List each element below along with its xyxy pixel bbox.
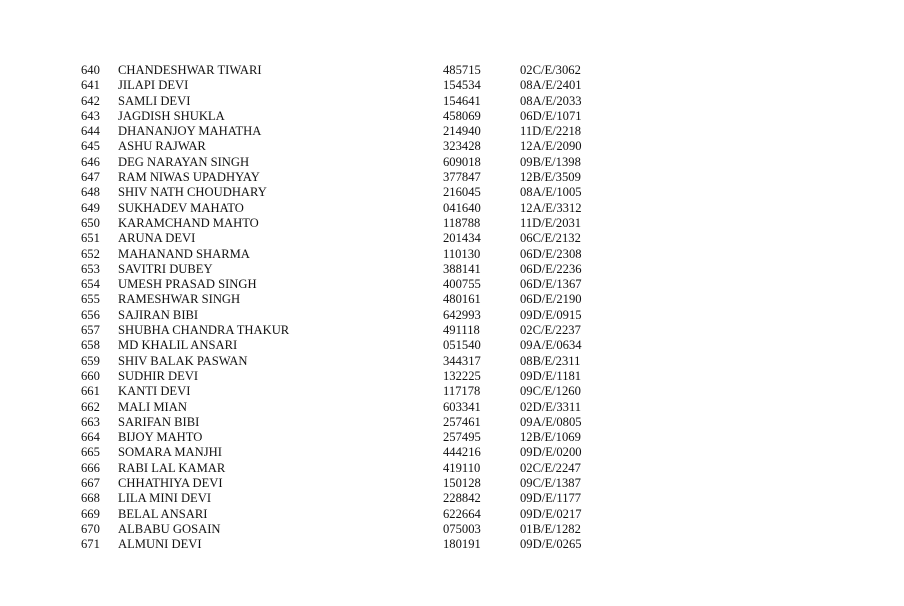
list-item — [0, 507, 904, 522]
list-item — [0, 78, 904, 93]
person-name: JILAPI DEVI — [118, 78, 189, 93]
serial-number: 669 — [81, 506, 100, 521]
person-name: CHHATHIYA DEVI — [118, 476, 223, 491]
reference-code: 08B/E/2311 — [520, 353, 581, 368]
serial-number: 671 — [81, 537, 100, 552]
person-name: SHIV BALAK PASWAN — [118, 353, 248, 368]
id-number: 150128 — [443, 476, 481, 491]
reference-code: 09A/E/0634 — [520, 338, 582, 353]
reference-code: 09D/E/0217 — [520, 506, 582, 521]
person-name: SAMLI DEVI — [118, 93, 191, 108]
id-number: 485715 — [443, 63, 481, 77]
reference-code: 12B/E/1069 — [520, 430, 581, 445]
id-number: 075003 — [443, 521, 481, 536]
person-name: SOMARA MANJHI — [118, 445, 222, 460]
id-number: 344317 — [443, 353, 481, 368]
serial-number: 657 — [81, 323, 100, 338]
person-name: SHUBHA CHANDRA THAKUR — [118, 323, 290, 338]
serial-number: 641 — [81, 78, 100, 93]
list-item — [0, 292, 904, 307]
serial-number: 651 — [81, 231, 100, 246]
list-item — [0, 277, 904, 292]
reference-code: 06D/E/2236 — [520, 261, 582, 276]
list-item — [0, 94, 904, 109]
reference-code: 09D/E/0265 — [520, 537, 582, 552]
list-item — [0, 170, 904, 185]
reference-code: 09C/E/1387 — [520, 476, 581, 491]
list-item — [0, 185, 904, 200]
person-name: KANTI DEVI — [118, 384, 191, 399]
id-number: 491118 — [443, 323, 480, 338]
reference-code: 09B/E/1398 — [520, 154, 581, 169]
serial-number: 652 — [81, 246, 100, 261]
id-number: 110130 — [443, 246, 481, 261]
reference-code: 12A/E/2090 — [520, 139, 582, 154]
list-item — [0, 400, 904, 415]
id-number: 117178 — [443, 384, 481, 399]
list-item — [0, 155, 904, 170]
reference-code: 09D/E/0915 — [520, 307, 582, 322]
list-item — [0, 323, 904, 338]
serial-number: 646 — [81, 154, 100, 169]
list-item — [0, 231, 904, 246]
reference-code: 06D/E/1071 — [520, 108, 582, 123]
serial-number: 658 — [81, 338, 100, 353]
id-number: 377847 — [443, 170, 481, 185]
id-number: 132225 — [443, 368, 481, 383]
id-number: 154641 — [443, 93, 481, 108]
list-item — [0, 491, 904, 506]
id-number: 216045 — [443, 185, 481, 200]
id-number: 180191 — [443, 537, 481, 552]
person-name: DEG NARAYAN SINGH — [118, 154, 250, 169]
reference-code: 09A/E/0805 — [520, 414, 582, 429]
serial-number: 659 — [81, 353, 100, 368]
id-number: 458069 — [443, 108, 481, 123]
serial-number: 667 — [81, 476, 100, 491]
serial-number: 640 — [81, 63, 100, 77]
id-number: 118788 — [443, 215, 481, 230]
person-name: MAHANAND SHARMA — [118, 246, 250, 261]
reference-code: 11D/E/2031 — [520, 215, 582, 230]
record-list — [0, 63, 904, 553]
reference-code: 02D/E/3311 — [520, 399, 582, 414]
person-name: JAGDISH SHUKLA — [118, 108, 225, 123]
person-name: ARUNA DEVI — [118, 231, 196, 246]
person-name: LILA MINI DEVI — [118, 491, 212, 506]
id-number: 051540 — [443, 338, 481, 353]
list-item — [0, 262, 904, 277]
reference-code: 06D/E/1367 — [520, 277, 582, 292]
reference-code: 12B/E/3509 — [520, 170, 581, 185]
list-item — [0, 354, 904, 369]
reference-code: 08A/E/2401 — [520, 78, 582, 93]
person-name: RAM NIWAS UPADHYAY — [118, 170, 260, 185]
serial-number: 665 — [81, 445, 100, 460]
reference-code: 08A/E/2033 — [520, 93, 582, 108]
list-item — [0, 247, 904, 262]
id-number: 400755 — [443, 277, 481, 292]
list-item — [0, 63, 904, 78]
list-item — [0, 124, 904, 139]
person-name: SUKHADEV MAHATO — [118, 200, 244, 215]
list-item — [0, 139, 904, 154]
id-number: 622664 — [443, 506, 481, 521]
person-name: KARAMCHAND MAHTO — [118, 215, 259, 230]
id-number: 444216 — [443, 445, 481, 460]
serial-number: 664 — [81, 430, 100, 445]
id-number: 214940 — [443, 124, 481, 139]
list-item — [0, 201, 904, 216]
list-item — [0, 445, 904, 460]
id-number: 041640 — [443, 200, 481, 215]
id-number: 257461 — [443, 414, 481, 429]
person-name: DHANANJOY MAHATHA — [118, 124, 262, 139]
reference-code: 06D/E/2190 — [520, 292, 582, 307]
reference-code: 09D/E/0200 — [520, 445, 582, 460]
serial-number: 653 — [81, 261, 100, 276]
person-name: BIJOY MAHTO — [118, 430, 203, 445]
person-name: ALBABU GOSAIN — [118, 521, 221, 536]
id-number: 323428 — [443, 139, 481, 154]
list-item — [0, 522, 904, 537]
list-item — [0, 415, 904, 430]
serial-number: 666 — [81, 460, 100, 475]
person-name: SAJIRAN BIBI — [118, 307, 199, 322]
list-item — [0, 369, 904, 384]
serial-number: 661 — [81, 384, 100, 399]
serial-number: 647 — [81, 170, 100, 185]
person-name: SAVITRI DUBEY — [118, 261, 213, 276]
person-name: SARIFAN BIBI — [118, 414, 200, 429]
serial-number: 670 — [81, 521, 100, 536]
list-item — [0, 430, 904, 445]
reference-code: 11D/E/2218 — [520, 124, 582, 139]
id-number: 419110 — [443, 460, 481, 475]
reference-code: 06C/E/2132 — [520, 231, 581, 246]
id-number: 228842 — [443, 491, 481, 506]
list-item — [0, 537, 904, 552]
person-name: ALMUNI DEVI — [118, 537, 202, 552]
reference-code: 02C/E/3062 — [520, 63, 581, 77]
serial-number: 656 — [81, 307, 100, 322]
serial-number: 648 — [81, 185, 100, 200]
reference-code: 02C/E/2237 — [520, 323, 581, 338]
person-name: MALI MIAN — [118, 399, 187, 414]
id-number: 609018 — [443, 154, 481, 169]
reference-code: 12A/E/3312 — [520, 200, 582, 215]
reference-code: 01B/E/1282 — [520, 521, 581, 536]
reference-code: 09C/E/1260 — [520, 384, 581, 399]
serial-number: 655 — [81, 292, 100, 307]
serial-number: 644 — [81, 124, 100, 139]
list-item — [0, 476, 904, 491]
person-name: ASHU RAJWAR — [118, 139, 206, 154]
person-name: MD KHALIL ANSARI — [118, 338, 238, 353]
id-number: 388141 — [443, 261, 481, 276]
list-item — [0, 109, 904, 124]
person-name: UMESH PRASAD SINGH — [118, 277, 257, 292]
person-name: SUDHIR DEVI — [118, 368, 199, 383]
person-name: RAMESHWAR SINGH — [118, 292, 241, 307]
serial-number: 663 — [81, 414, 100, 429]
list-item — [0, 216, 904, 231]
id-number: 257495 — [443, 430, 481, 445]
reference-code: 06D/E/2308 — [520, 246, 582, 261]
list-item — [0, 384, 904, 399]
reference-code: 08A/E/1005 — [520, 185, 582, 200]
list-item — [0, 338, 904, 353]
reference-code: 02C/E/2247 — [520, 460, 581, 475]
person-name: RABI LAL KAMAR — [118, 460, 226, 475]
id-number: 201434 — [443, 231, 481, 246]
id-number: 480161 — [443, 292, 481, 307]
id-number: 154534 — [443, 78, 481, 93]
person-name: CHANDESHWAR TIWARI — [118, 63, 262, 77]
serial-number: 645 — [81, 139, 100, 154]
list-item — [0, 308, 904, 323]
serial-number: 650 — [81, 215, 100, 230]
reference-code: 09D/E/1181 — [520, 368, 582, 383]
id-number: 603341 — [443, 399, 481, 414]
serial-number: 654 — [81, 277, 100, 292]
person-name: SHIV NATH CHOUDHARY — [118, 185, 267, 200]
serial-number: 660 — [81, 368, 100, 383]
serial-number: 649 — [81, 200, 100, 215]
list-item — [0, 461, 904, 476]
id-number: 642993 — [443, 307, 481, 322]
serial-number: 662 — [81, 399, 100, 414]
serial-number: 643 — [81, 108, 100, 123]
serial-number: 668 — [81, 491, 100, 506]
serial-number: 642 — [81, 93, 100, 108]
reference-code: 09D/E/1177 — [520, 491, 582, 506]
person-name: BELAL ANSARI — [118, 506, 208, 521]
